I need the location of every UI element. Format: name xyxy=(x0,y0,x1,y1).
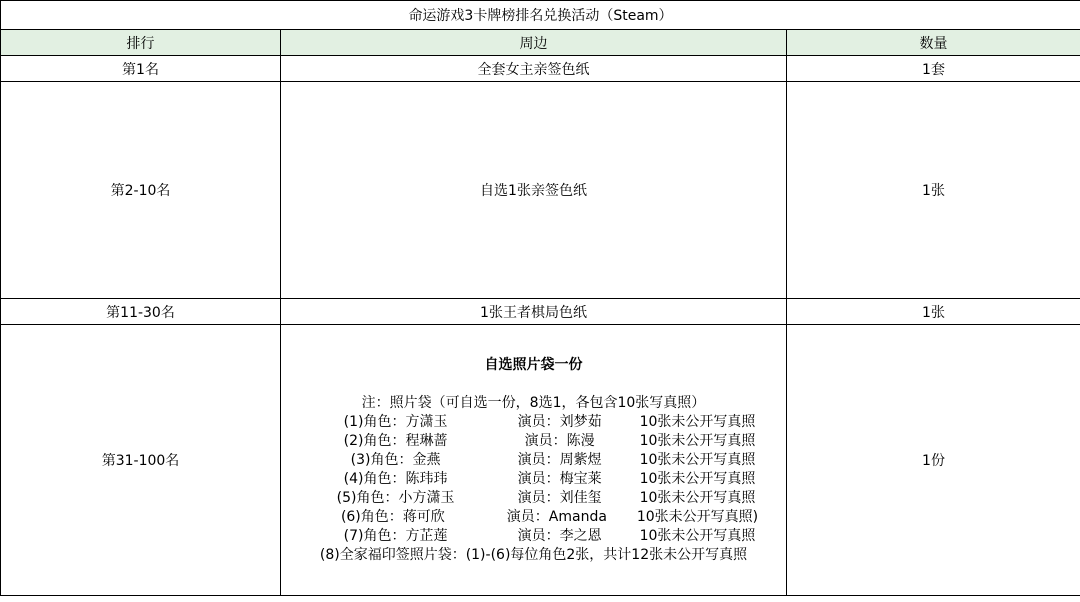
qty-cell: 1张 xyxy=(787,82,1080,299)
table-row xyxy=(1,56,1080,82)
rank-cell: 第11-30名 xyxy=(1,299,281,325)
role-photos: 10张未公开写真照 xyxy=(639,527,756,544)
role-line xyxy=(281,527,786,546)
role-photos: 10张未公开写真照 xyxy=(639,432,756,449)
role-line xyxy=(281,451,786,470)
header-item: 周边 xyxy=(281,30,787,56)
role-character: (7)角色：方芷莲 xyxy=(343,527,448,544)
qty-cell: 1份 xyxy=(787,325,1080,596)
role-line xyxy=(281,413,786,432)
qty-cell: 1张 xyxy=(787,299,1080,325)
role-actor: 演员：梅宝莱 xyxy=(517,470,602,487)
rank-cell: 第2-10名 xyxy=(1,82,281,299)
role-photos: 10张未公开写真照 xyxy=(639,489,756,506)
role-photos: 10张未公开写真照 xyxy=(639,413,756,430)
role-actor: 演员：李之恩 xyxy=(517,527,602,544)
table-row xyxy=(1,82,1080,299)
role-character: (5)角色：小方潇玉 xyxy=(336,489,455,506)
item-cell: 1张王者棋局色纸 xyxy=(281,299,787,325)
qty-cell: 1套 xyxy=(787,56,1080,82)
rank-cell: 第1名 xyxy=(1,56,281,82)
role-photos: 10张未公开写真照 xyxy=(639,470,756,487)
role-character: (4)角色：陈玮玮 xyxy=(343,470,448,487)
role-actor: 演员：刘梦茹 xyxy=(517,413,602,430)
family-photo-bag-line: (8)全家福印签照片袋：(1)-(6)每位角色2张，共计12张未公开写真照 xyxy=(319,546,748,563)
detail-heading: 自选照片袋一份 xyxy=(484,356,583,373)
role-line xyxy=(281,470,786,489)
header-row xyxy=(1,30,1080,56)
role-line xyxy=(281,508,786,527)
header-qty: 数量 xyxy=(787,30,1080,56)
item-cell: 全套女主亲签色纸 xyxy=(281,56,787,82)
item-cell: 自选1张亲签色纸 xyxy=(281,82,787,299)
header-rank: 排行 xyxy=(1,30,281,56)
table-row xyxy=(1,325,1080,596)
role-actor: 演员：陈漫 xyxy=(524,432,595,449)
photo-bag-detail-cell xyxy=(281,325,787,596)
table-row xyxy=(1,299,1080,325)
role-line xyxy=(281,489,786,508)
role-line xyxy=(281,432,786,451)
role-photos: 10张未公开写真照) xyxy=(636,508,759,525)
role-character: (3)角色：金燕 xyxy=(350,451,441,468)
role-actor: 演员：周紫煜 xyxy=(517,451,602,468)
role-character: (2)角色：程琳蔷 xyxy=(343,432,448,449)
role-photos: 10张未公开写真照 xyxy=(639,451,756,468)
table-title: 命运游戏3卡牌榜排名兑换活动（Steam） xyxy=(1,1,1080,30)
role-actor: 演员：Amanda xyxy=(506,508,607,525)
detail-note: 注：照片袋（可自选一份，8选1，各包含10张写真照） xyxy=(361,394,706,411)
rank-cell: 第31-100名 xyxy=(1,325,281,596)
role-actor: 演员：刘佳玺 xyxy=(517,489,602,506)
role-character: (6)角色：蒋可欣 xyxy=(340,508,445,525)
role-character: (1)角色：方潇玉 xyxy=(343,413,448,430)
